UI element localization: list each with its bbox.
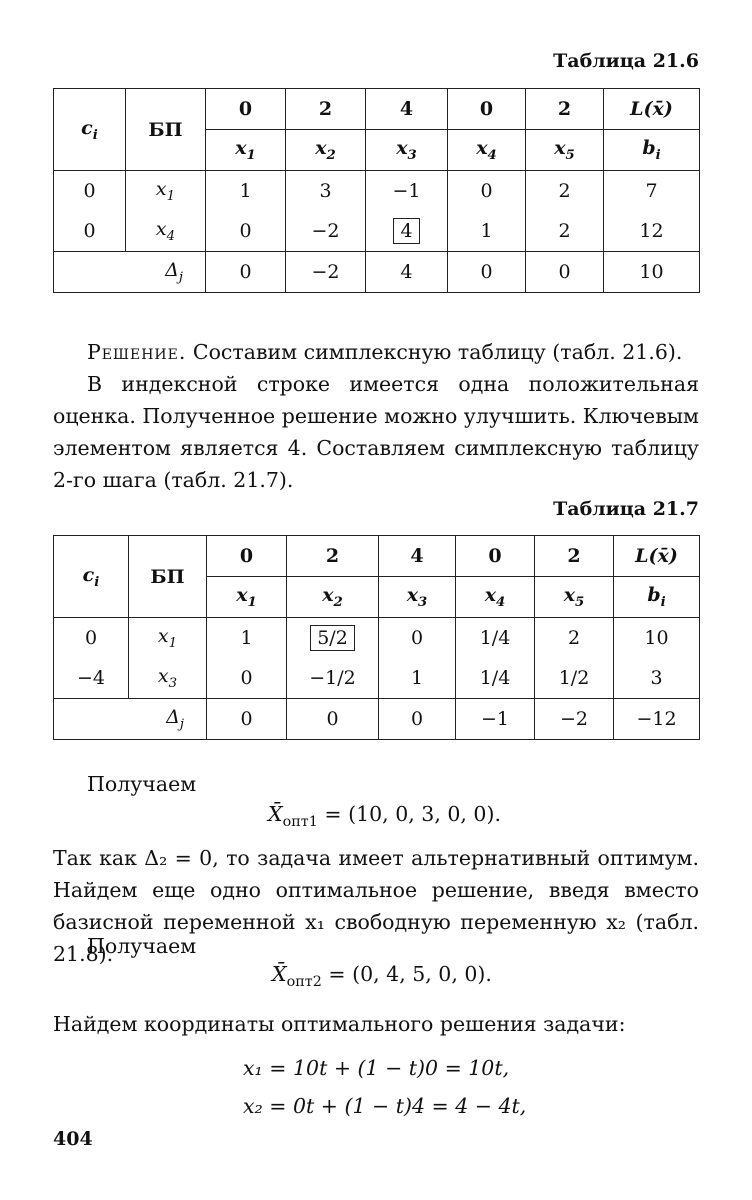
solution-lead: Решение. (87, 340, 187, 364)
var-header: $x_1$ (206, 130, 286, 171)
ci-cell: 0 (54, 171, 126, 212)
value-cell: 10 (614, 618, 700, 659)
table-row (54, 211, 700, 252)
table-caption: Таблица 21.6 (553, 50, 699, 72)
delta-cell: −12 (614, 699, 700, 740)
header-ci: $c_i$ (54, 536, 129, 618)
header-basis: БП (129, 536, 207, 618)
delta-cell: 0 (526, 252, 604, 293)
value-cell: 2 (526, 211, 604, 252)
delta-row (54, 252, 700, 293)
value-cell: 3 (614, 658, 700, 699)
delta-cell: −2 (286, 252, 366, 293)
delta-cell: 4 (366, 252, 448, 293)
coef-cell: 0 (448, 89, 526, 130)
delta-cell: 0 (448, 252, 526, 293)
value-cell: 1 (207, 618, 287, 659)
key-element-cell (287, 618, 379, 659)
var-header: $x_2$ (287, 577, 379, 618)
key-element: 5/2 (310, 625, 355, 651)
var-header: $x_4$ (456, 577, 535, 618)
paragraph: Найдем координаты оптимального решения задачи: (53, 1012, 626, 1036)
var-header: $x_4$ (448, 130, 526, 171)
delta-label: $\Delta_j$ (54, 252, 206, 293)
header-ci: $c_i$ (54, 89, 126, 171)
var-header: $x_1$ (207, 577, 287, 618)
coef-cell: 0 (207, 536, 287, 577)
paragraph: Получаем (87, 934, 197, 958)
value-cell: 0 (448, 171, 526, 212)
var-header: $b_i$ (604, 130, 700, 171)
delta-cell: −2 (535, 699, 614, 740)
objective-cell: L(x̄) (604, 89, 700, 130)
ci-cell: 0 (54, 211, 126, 252)
delta-cell: 0 (206, 252, 286, 293)
value-cell: 2 (535, 618, 614, 659)
value-cell: 2 (526, 171, 604, 212)
paragraph: Получаем (87, 772, 197, 796)
coef-cell: 2 (286, 89, 366, 130)
formula-x-opt1: $X̄_{опт1} = (10$, 0, 3, 0, 0). (268, 802, 501, 831)
key-element: 4 (393, 218, 419, 244)
value-cell: 0 (207, 658, 287, 699)
basis-cell: $x_1$ (126, 171, 206, 212)
value-cell: 7 (604, 171, 700, 212)
value-cell: 12 (604, 211, 700, 252)
delta-cell: 0 (207, 699, 287, 740)
value-cell: 0 (379, 618, 456, 659)
value-cell: 1 (448, 211, 526, 252)
basis-cell: $x_4$ (126, 211, 206, 252)
header-basis: БП (126, 89, 206, 171)
table-row (54, 658, 700, 699)
ci-cell: 0 (54, 618, 129, 659)
solution-paragraph: Решение. Составим симплексную таблицу (табл. 21.6). (87, 340, 683, 364)
coef-cell: 0 (456, 536, 535, 577)
simplex-table-21-6 (53, 88, 700, 293)
table-row (54, 171, 700, 212)
delta-cell: 0 (287, 699, 379, 740)
value-cell: 1/4 (456, 618, 535, 659)
delta-cell: −1 (456, 699, 535, 740)
var-header: $x_5$ (535, 577, 614, 618)
coef-cell: 4 (366, 89, 448, 130)
value-cell: 1/2 (535, 658, 614, 699)
objective-cell: L(x̄) (614, 536, 700, 577)
ci-cell: −4 (54, 658, 129, 699)
var-header: $x_3$ (379, 577, 456, 618)
value-cell: 1/4 (456, 658, 535, 699)
value-cell: 0 (206, 211, 286, 252)
var-header: $x_5$ (526, 130, 604, 171)
basis-cell: $x_1$ (129, 618, 207, 659)
value-cell: 3 (286, 171, 366, 212)
delta-cell: 10 (604, 252, 700, 293)
delta-label: $\Delta_j$ (54, 699, 207, 740)
coef-cell: 4 (379, 536, 456, 577)
delta-row (54, 699, 700, 740)
paragraph: Так как Δ₂ = 0, то задача имеет альтернативный оптимум. Найдем еще одно оптимальное решение, введя вместо базисной переменной x₁ свободную переменную x₂ (табл. 21.8). (53, 846, 699, 966)
var-header: $x_2$ (286, 130, 366, 171)
value-cell: 1 (379, 658, 456, 699)
coef-cell: 2 (287, 536, 379, 577)
equation-x2: x₂ = 0t + (1 − t)4 = 4 − 4t, (243, 1094, 527, 1118)
formula-x-opt2: $X̄_{опт2} = (0$, 4, 5, 0, 0). (272, 962, 492, 991)
value-cell: 1 (206, 171, 286, 212)
paragraph: В индексной строке имеется одна положительная оценка. Полученное решение можно улучшить. Ключевым элементом является 4. Составляем симплексную таблицу 2-го шага (табл. 21.7). (53, 372, 699, 492)
page-number: 404 (53, 1128, 93, 1150)
equation-x1: x₁ = 10t + (1 − t)0 = 10t, (243, 1056, 510, 1080)
basis-cell: $x_3$ (129, 658, 207, 699)
var-header: $b_i$ (614, 577, 700, 618)
delta-cell: 0 (379, 699, 456, 740)
coef-cell: 2 (526, 89, 604, 130)
coef-cell: 0 (206, 89, 286, 130)
table-caption: Таблица 21.7 (553, 498, 699, 520)
var-header: $x_3$ (366, 130, 448, 171)
simplex-table-21-7 (53, 535, 700, 740)
value-cell: −1/2 (287, 658, 379, 699)
key-element-cell (366, 211, 448, 252)
value-cell: −2 (286, 211, 366, 252)
table-row (54, 618, 700, 659)
value-cell: −1 (366, 171, 448, 212)
coef-cell: 2 (535, 536, 614, 577)
